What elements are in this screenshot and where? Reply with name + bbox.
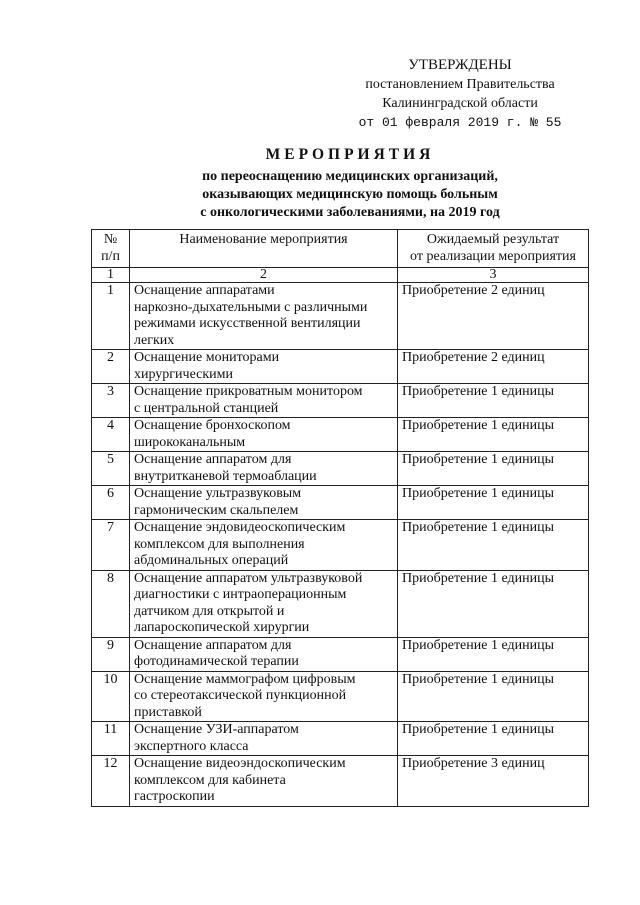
measure-name-line: Оснащение прикроватным монитором <box>134 384 363 399</box>
row-number: 4 <box>92 418 130 452</box>
expected-result: Приобретение 1 единицы <box>398 722 589 756</box>
measure-name-line: Оснащение аппаратом для <box>134 637 292 653</box>
measure-name-line: лапароскопической хирургии <box>134 620 310 635</box>
column-number: 1 <box>92 268 130 283</box>
measure-name <box>130 283 398 350</box>
measure-name-line: Оснащение УЗИ-аппаратом <box>134 722 299 737</box>
measure-name-line: Оснащение ультразвуковым <box>134 486 302 501</box>
table-row <box>92 671 589 722</box>
column-number: 2 <box>130 268 398 283</box>
column-number-row <box>92 268 589 283</box>
table-row <box>92 350 589 384</box>
approval-word: УТВЕРЖДЕНЫ <box>408 57 512 73</box>
expected-result: Приобретение 1 единицы <box>398 671 589 722</box>
measure-name <box>130 722 398 756</box>
expected-result: Приобретение 1 единицы <box>398 452 589 486</box>
table-body <box>92 283 589 807</box>
expected-result: Приобретение 1 единицы <box>398 520 589 571</box>
measure-name-line: с центральной станцией <box>134 400 279 416</box>
row-number: 1 <box>92 283 130 350</box>
measure-name-line: фотодинамической терапии <box>134 654 299 669</box>
measure-name-line: ширококанальным <box>134 434 246 450</box>
table-row <box>92 637 589 671</box>
table-row <box>92 570 589 637</box>
approval-stamp <box>330 56 590 132</box>
measure-name-line: режимами искусственной вентиляции <box>134 316 361 331</box>
measure-name-line: внутритканевой термоаблации <box>134 468 317 484</box>
row-number: 10 <box>92 671 130 722</box>
expected-result: Приобретение 2 единиц <box>398 283 589 350</box>
row-number: 5 <box>92 452 130 486</box>
measure-name <box>130 637 398 671</box>
row-number: 3 <box>92 384 130 418</box>
expected-result: Приобретение 3 единиц <box>398 756 589 807</box>
measure-name-line: комплексом для выполнения <box>134 536 305 552</box>
measure-name <box>130 520 398 571</box>
row-number: 11 <box>92 722 130 756</box>
measure-name <box>130 570 398 637</box>
measure-name <box>130 384 398 418</box>
measure-name-line: гастроскопии <box>134 789 215 804</box>
table-header-row <box>92 230 589 268</box>
measure-name-line: комплексом для кабинета <box>134 772 286 788</box>
title-line-3: с онкологическими заболеваниями, на 2019 год <box>200 205 500 220</box>
expected-result: Приобретение 1 единицы <box>398 486 589 520</box>
measure-name-line: Оснащение мониторами <box>134 350 280 365</box>
measure-name <box>130 418 398 452</box>
measure-name-line: Оснащение маммографом цифровым <box>134 671 356 687</box>
measure-name <box>130 486 398 520</box>
document-title <box>130 145 570 222</box>
measure-name-line: абдоминальных операций <box>134 553 289 568</box>
row-number: 8 <box>92 570 130 637</box>
table-row <box>92 756 589 807</box>
measure-name-line: Оснащение аппаратом для <box>134 452 292 467</box>
measure-name <box>130 671 398 722</box>
approval-line-1: постановлением Правительства <box>365 77 555 92</box>
measure-name-line: гармоническим скальпелем <box>134 502 299 518</box>
approval-line-2: Калининградской области <box>382 96 538 111</box>
header-number: № п/п <box>92 230 130 268</box>
row-number: 12 <box>92 756 130 807</box>
title-main: МЕРОПРИЯТИЯ <box>265 146 435 163</box>
header-name: Наименование мероприятия <box>130 230 398 268</box>
measure-name-line: Оснащение аппаратом ультразвуковой <box>134 570 363 586</box>
row-number: 6 <box>92 486 130 520</box>
expected-result: Приобретение 2 единиц <box>398 350 589 384</box>
table-row <box>92 384 589 418</box>
expected-result: Приобретение 1 единицы <box>398 384 589 418</box>
measure-name-line: экспертного класса <box>134 738 249 754</box>
measure-name-line: легких <box>134 332 175 348</box>
measure-name-line: приставкой <box>134 704 202 720</box>
expected-result: Приобретение 1 единицы <box>398 418 589 452</box>
row-number: 7 <box>92 520 130 571</box>
measure-name-line: датчиком для открытой и <box>134 603 285 619</box>
table-row <box>92 283 589 350</box>
row-number: 9 <box>92 637 130 671</box>
table-row <box>92 722 589 756</box>
measure-name-line: наркозно-дыхательными с различными <box>134 299 368 315</box>
column-number: 3 <box>398 268 589 283</box>
measure-name-line: Оснащение эндовидеоскопическим <box>134 520 346 535</box>
table-row <box>92 452 589 486</box>
table-row <box>92 418 589 452</box>
table-row <box>92 486 589 520</box>
expected-result: Приобретение 1 единицы <box>398 570 589 637</box>
row-number: 2 <box>92 350 130 384</box>
measure-name-line: Оснащение бронхоскопом <box>134 418 291 433</box>
approval-date: от 01 февраля 2019 г. № 55 <box>358 115 562 130</box>
measure-name <box>130 452 398 486</box>
measure-name-line: Оснащение видеоэндоскопическим <box>134 756 346 771</box>
measure-name-line: диагностики с интраоперационным <box>134 587 347 602</box>
title-line-2: оказывающих медицинскую помощь больным <box>202 187 498 202</box>
measure-name-line: Оснащение аппаратами <box>134 283 275 298</box>
header-result: Ожидаемый результат от реализации мероприятия <box>398 230 589 268</box>
table-row <box>92 520 589 571</box>
expected-result: Приобретение 1 единицы <box>398 637 589 671</box>
title-line-1: по переоснащению медицинских организаций, <box>202 169 498 184</box>
measure-name-line: со стереотаксической пункционной <box>134 688 347 703</box>
measure-name-line: хирургическими <box>134 366 234 382</box>
measures-table <box>91 229 589 807</box>
measure-name <box>130 756 398 807</box>
measure-name <box>130 350 398 384</box>
